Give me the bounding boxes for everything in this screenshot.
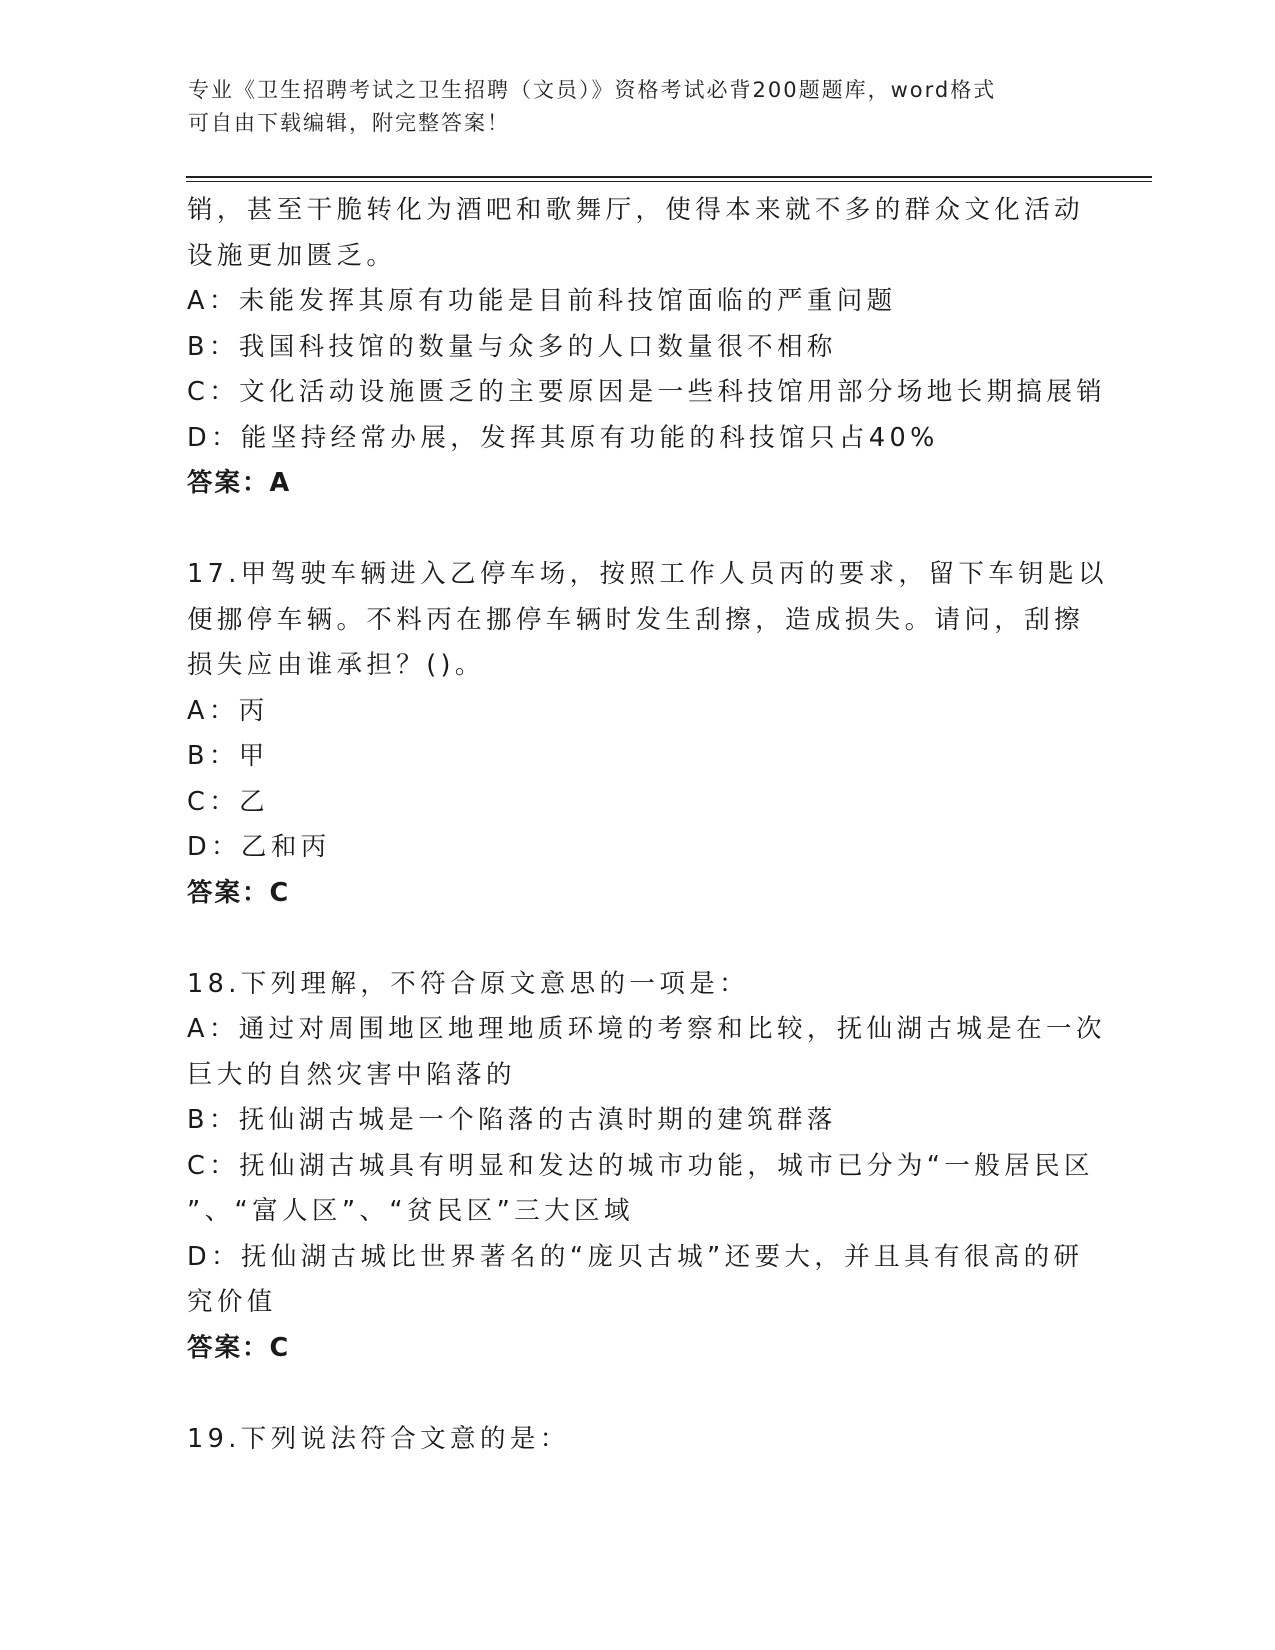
- question-text-line: 损失应由谁承担？()。: [187, 650, 485, 680]
- question-text-line: 19.下列说法符合文意的是：: [187, 1423, 570, 1454]
- option-c: C：文化活动设施匮乏的主要原因是一些科技馆用部分场地长期搞展销: [187, 377, 1107, 407]
- option-a: A：通过对周围地区地理地质环境的考察和比较，抚仙湖古城是在一次: [187, 1014, 1106, 1044]
- option-b: B：我国科技馆的数量与众多的人口数量很不相称: [187, 331, 837, 362]
- option-d: D：能坚持经常办展，发挥其原有功能的科技馆只占40%: [187, 422, 939, 453]
- question-text-line: 销，甚至干脆转化为酒吧和歌舞厅，使得本来就不多的群众文化活动: [187, 195, 1085, 225]
- question-spacer: [187, 916, 1087, 962]
- document-header: [188, 74, 1068, 140]
- option-b: B：甲: [187, 741, 269, 771]
- header-divider-thick: [186, 176, 1152, 178]
- option-d-continued: 究价值: [187, 1287, 277, 1317]
- header-title-line-1: 专业《卫生招聘考试之卫生招聘（文员）》资格考试必背200题题库，word格式: [188, 78, 997, 102]
- question-18-options: [187, 1007, 1106, 1326]
- question-17: [187, 552, 1108, 689]
- option-a-continued: 巨大的自然灾害中陷落的: [187, 1059, 516, 1090]
- question-19: [187, 1417, 1087, 1463]
- header-title-line-2: 可自由下载编辑，附完整答案！: [188, 111, 510, 135]
- question-text-line: 17.甲驾驶车辆进入乙停车场，按照工作人员丙的要求，留下车钥匙以: [187, 559, 1108, 589]
- question-text-line: 18.下列理解，不符合原文意思的一项是：: [187, 968, 750, 999]
- option-c-continued: ”、“富人区”、“贫民区”三大区域: [187, 1196, 634, 1226]
- question-text-line: 便挪停车辆。不料丙在挪停车辆时发生刮擦，造成损失。请问，刮擦: [187, 604, 1085, 635]
- question-spacer: [187, 507, 1087, 553]
- question-17-options: [187, 689, 1087, 871]
- question-16-continuation: [187, 188, 1087, 279]
- question-18-answer: 答案：C: [187, 1332, 291, 1363]
- question-spacer: [187, 1371, 1087, 1417]
- document-body: [187, 188, 1108, 1462]
- question-17-answer: 答案：C: [187, 877, 291, 908]
- question-text-line: 设施更加匮乏。: [187, 240, 397, 271]
- option-b: B：抚仙湖古城是一个陷落的古滇时期的建筑群落: [187, 1105, 837, 1135]
- header-divider-thin: [186, 181, 1152, 182]
- option-d: D：乙和丙: [187, 832, 331, 862]
- option-d: D：抚仙湖古城比世界著名的“庞贝古城”还要大，并且具有很高的研: [187, 1241, 1084, 1272]
- question-18: [187, 962, 1087, 1008]
- question-16-answer: 答案：A: [187, 468, 292, 498]
- question-16-options: [187, 279, 1107, 461]
- option-c: C：抚仙湖古城具有明显和发达的城市功能，城市已分为“一般居民区: [187, 1150, 1094, 1181]
- option-c: C：乙: [187, 786, 270, 817]
- option-a: A：丙: [187, 695, 269, 726]
- option-a: A：未能发挥其原有功能是目前科技馆面临的严重问题: [187, 286, 897, 316]
